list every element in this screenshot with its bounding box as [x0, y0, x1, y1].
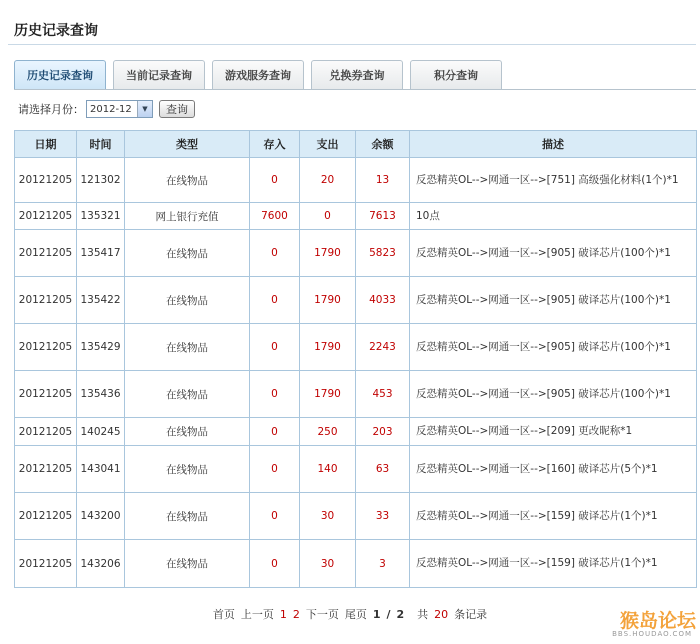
cell-deposit: 0	[250, 371, 300, 418]
table-header-row	[15, 131, 697, 158]
month-filter	[18, 99, 195, 119]
table-row	[15, 203, 697, 230]
cell-time: 143206	[77, 540, 125, 588]
cell-spend: 30	[300, 540, 356, 588]
cell-date: 20121205	[15, 540, 77, 588]
total-count: 20	[434, 607, 449, 621]
cell-type: 在线物品	[125, 446, 250, 493]
page-separator: /	[386, 607, 391, 621]
tab-bar	[14, 60, 509, 89]
table-row	[15, 418, 697, 446]
cell-date: 20121205	[15, 203, 77, 230]
cell-balance: 63	[356, 446, 410, 493]
col-header-description: 描述	[410, 131, 697, 158]
cell-type: 在线物品	[125, 540, 250, 588]
cell-type: 在线物品	[125, 230, 250, 277]
cell-type: 在线物品	[125, 158, 250, 203]
tab-current[interactable]: 当前记录查询	[113, 60, 205, 89]
cell-balance: 7613	[356, 203, 410, 230]
page-title: 历史记录查询	[14, 23, 98, 39]
cell-type: 在线物品	[125, 418, 250, 446]
title-divider	[8, 44, 696, 45]
records-table	[14, 130, 697, 588]
table-row	[15, 540, 697, 588]
cell-type: 网上银行充值	[125, 203, 250, 230]
cell-date: 20121205	[15, 158, 77, 203]
table-row	[15, 158, 697, 203]
cell-deposit: 0	[250, 324, 300, 371]
cell-time: 135417	[77, 230, 125, 277]
cell-date: 20121205	[15, 418, 77, 446]
cell-deposit: 0	[250, 540, 300, 588]
cell-description: 反恐精英OL-->网通一区-->[751] 高级强化材料(1个)*1	[410, 158, 697, 203]
cell-time: 143041	[77, 446, 125, 493]
tab-voucher[interactable]: 兑换券查询	[311, 60, 403, 89]
cell-description: 反恐精英OL-->网通一区-->[160] 破译芯片(5个)*1	[410, 446, 697, 493]
col-header-date: 日期	[15, 131, 77, 158]
cell-date: 20121205	[15, 493, 77, 540]
table-row	[15, 446, 697, 493]
cell-spend: 1790	[300, 230, 356, 277]
cell-type: 在线物品	[125, 371, 250, 418]
cell-description: 反恐精英OL-->网通一区-->[159] 破译芯片(1个)*1	[410, 540, 697, 588]
first-page-link[interactable]: 首页	[212, 608, 235, 621]
query-button[interactable]: 查询	[159, 100, 195, 118]
cell-balance: 2243	[356, 324, 410, 371]
total-prefix: 共	[417, 608, 429, 621]
chevron-down-icon[interactable]: ▼	[137, 101, 152, 117]
cell-description: 反恐精英OL-->网通一区-->[209] 更改昵称*1	[410, 418, 697, 446]
watermark-url: BBS.HOUDAO.COM	[612, 630, 692, 638]
tab-history[interactable]: 历史记录查询	[14, 60, 106, 89]
cell-description: 反恐精英OL-->网通一区-->[159] 破译芯片(1个)*1	[410, 493, 697, 540]
month-select-value: 2012-12	[90, 103, 132, 115]
cell-spend: 1790	[300, 371, 356, 418]
cell-date: 20121205	[15, 230, 77, 277]
next-page-link[interactable]: 下一页	[305, 608, 339, 621]
cell-spend: 140	[300, 446, 356, 493]
cell-deposit: 0	[250, 158, 300, 203]
total-suffix: 条记录	[454, 608, 488, 621]
page-link-1[interactable]: 1	[279, 607, 287, 621]
cell-balance: 13	[356, 158, 410, 203]
current-page: 1	[372, 607, 381, 621]
cell-description: 反恐精英OL-->网通一区-->[905] 破译芯片(100个)*1	[410, 277, 697, 324]
cell-spend: 30	[300, 493, 356, 540]
table-row	[15, 371, 697, 418]
cell-date: 20121205	[15, 371, 77, 418]
cell-type: 在线物品	[125, 277, 250, 324]
cell-deposit: 0	[250, 446, 300, 493]
cell-type: 在线物品	[125, 324, 250, 371]
cell-description: 反恐精英OL-->网通一区-->[905] 破译芯片(100个)*1	[410, 230, 697, 277]
col-header-deposit: 存入	[250, 131, 300, 158]
col-header-type: 类型	[125, 131, 250, 158]
cell-balance: 5823	[356, 230, 410, 277]
tabs-divider	[14, 89, 696, 90]
cell-spend: 250	[300, 418, 356, 446]
cell-date: 20121205	[15, 277, 77, 324]
cell-time: 135429	[77, 324, 125, 371]
cell-spend: 1790	[300, 277, 356, 324]
cell-deposit: 0	[250, 493, 300, 540]
cell-deposit: 0	[250, 230, 300, 277]
cell-time: 135321	[77, 203, 125, 230]
month-label: 请选择月份：	[18, 103, 84, 116]
cell-spend: 20	[300, 158, 356, 203]
table-row	[15, 230, 697, 277]
tab-game-service[interactable]: 游戏服务查询	[212, 60, 304, 89]
cell-balance: 203	[356, 418, 410, 446]
month-select[interactable]	[86, 100, 153, 118]
col-header-balance: 余额	[356, 131, 410, 158]
col-header-time: 时间	[77, 131, 125, 158]
col-header-spend: 支出	[300, 131, 356, 158]
cell-spend: 1790	[300, 324, 356, 371]
table-row	[15, 324, 697, 371]
cell-spend: 0	[300, 203, 356, 230]
cell-balance: 4033	[356, 277, 410, 324]
cell-balance: 3	[356, 540, 410, 588]
page-link-2[interactable]: 2	[292, 607, 300, 621]
total-pages: 2	[396, 607, 405, 621]
cell-date: 20121205	[15, 446, 77, 493]
cell-time: 140245	[77, 418, 125, 446]
cell-balance: 33	[356, 493, 410, 540]
cell-time: 121302	[77, 158, 125, 203]
cell-description: 反恐精英OL-->网通一区-->[905] 破译芯片(100个)*1	[410, 324, 697, 371]
cell-description: 10点	[410, 203, 697, 230]
prev-page-link[interactable]: 上一页	[240, 608, 274, 621]
pagination	[0, 606, 700, 622]
table-row	[15, 277, 697, 324]
cell-time: 135422	[77, 277, 125, 324]
cell-type: 在线物品	[125, 493, 250, 540]
cell-time: 135436	[77, 371, 125, 418]
cell-time: 143200	[77, 493, 125, 540]
table-row	[15, 493, 697, 540]
tab-points[interactable]: 积分查询	[410, 60, 502, 89]
cell-deposit: 0	[250, 277, 300, 324]
watermark-logo: 猴岛论坛	[619, 610, 696, 632]
cell-balance: 453	[356, 371, 410, 418]
last-page-link[interactable]: 尾页	[344, 608, 367, 621]
cell-deposit: 7600	[250, 203, 300, 230]
cell-description: 反恐精英OL-->网通一区-->[905] 破译芯片(100个)*1	[410, 371, 697, 418]
cell-deposit: 0	[250, 418, 300, 446]
cell-date: 20121205	[15, 324, 77, 371]
